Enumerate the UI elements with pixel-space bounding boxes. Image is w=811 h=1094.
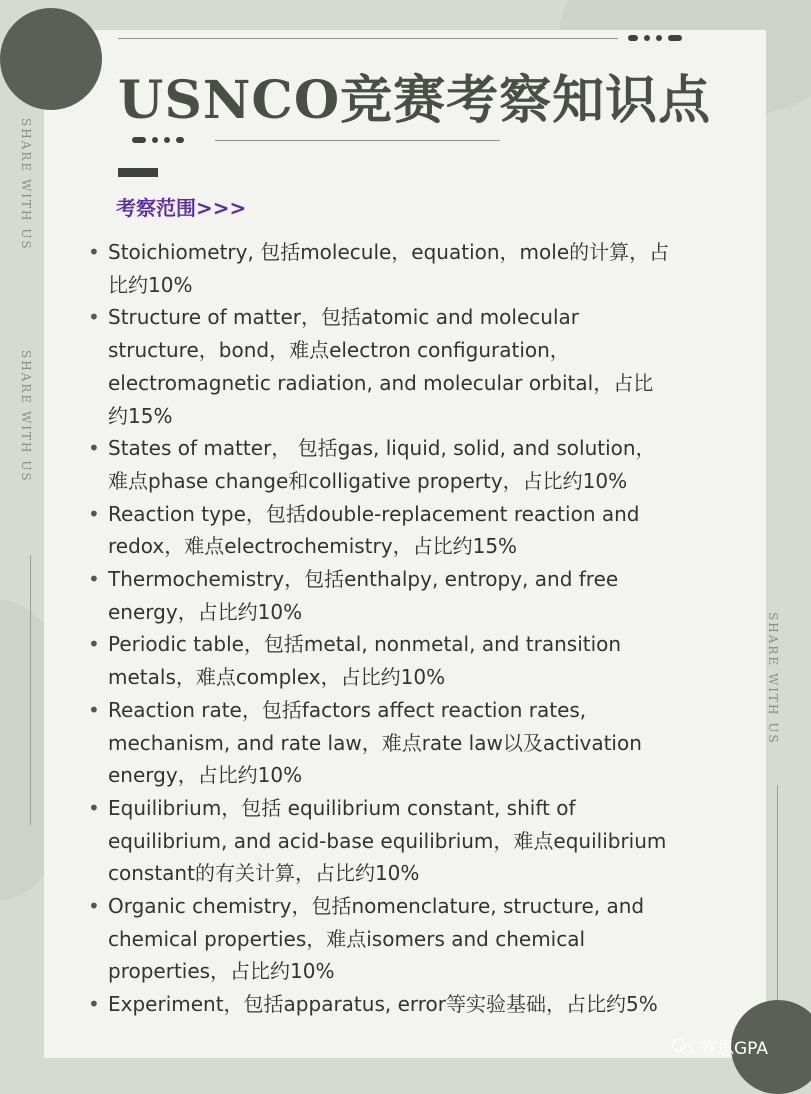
decor-dot — [132, 137, 146, 143]
header-rule-top — [118, 38, 618, 39]
list-item: • Stoichiometry, 包括molecule，equation，mole的计算，占 比约10% — [86, 236, 754, 301]
topic-list — [86, 236, 754, 1021]
side-line-left — [30, 555, 31, 825]
decor-dot — [656, 35, 662, 41]
list-item: • States of matter， 包括gas, liquid, solid, and solution， 难点phase change和colligative property，占比约10% — [86, 432, 754, 497]
page-title: USNCO竞赛考察知识点 — [118, 70, 712, 131]
section-marker-bar — [118, 168, 158, 177]
list-item: • Experiment，包括apparatus, error等实验基础，占比约5% — [86, 988, 754, 1021]
list-item: • Thermochemistry，包括enthalpy, entropy, and free energy，占比约10% — [86, 563, 754, 628]
section-heading: 考察范围>>> — [116, 196, 247, 220]
decor-dot — [628, 35, 638, 41]
watermark — [672, 1034, 768, 1059]
watermark-text: 赛思GPA — [700, 1039, 768, 1059]
decor-dot — [668, 35, 682, 41]
list-item: • Equilibrium，包括 equilibrium constant, shift of equilibrium, and acid-base equilibrium，难点equilibrium constant的有关计算，占比约10% — [86, 792, 754, 890]
list-item: • Structure of matter，包括atomic and molecular structure，bond，难点electron configuration， electromagnetic radiation, and molecular orbital，占比 约15% — [86, 301, 754, 432]
decor-dot — [152, 137, 158, 143]
decor-dot — [644, 35, 650, 41]
decor-dot — [176, 137, 184, 143]
side-line-right — [777, 785, 778, 1000]
side-text-left-top: SHARE WITH US — [19, 118, 33, 251]
side-text-right: SHARE WITH US — [766, 612, 780, 745]
list-item: • Reaction type，包括double-replacement reaction and redox，难点electrochemistry，占比约15% — [86, 498, 754, 563]
decor-dot — [164, 137, 170, 143]
list-item: • Periodic table，包括metal, nonmetal, and transition metals，难点complex，占比约10% — [86, 628, 754, 693]
side-text-left-mid: SHARE WITH US — [19, 350, 33, 483]
list-item: • Organic chemistry，包括nomenclature, structure, and chemical properties，难点isomers and chemical properties，占比约10% — [86, 890, 754, 988]
header-rule-bottom — [215, 140, 500, 141]
wechat-icon — [672, 1038, 694, 1056]
list-item: • Reaction rate，包括factors affect reaction rates, mechanism, and rate law，难点rate law以及activation energy，占比约10% — [86, 694, 754, 792]
decor-circle-top-left — [0, 8, 102, 110]
